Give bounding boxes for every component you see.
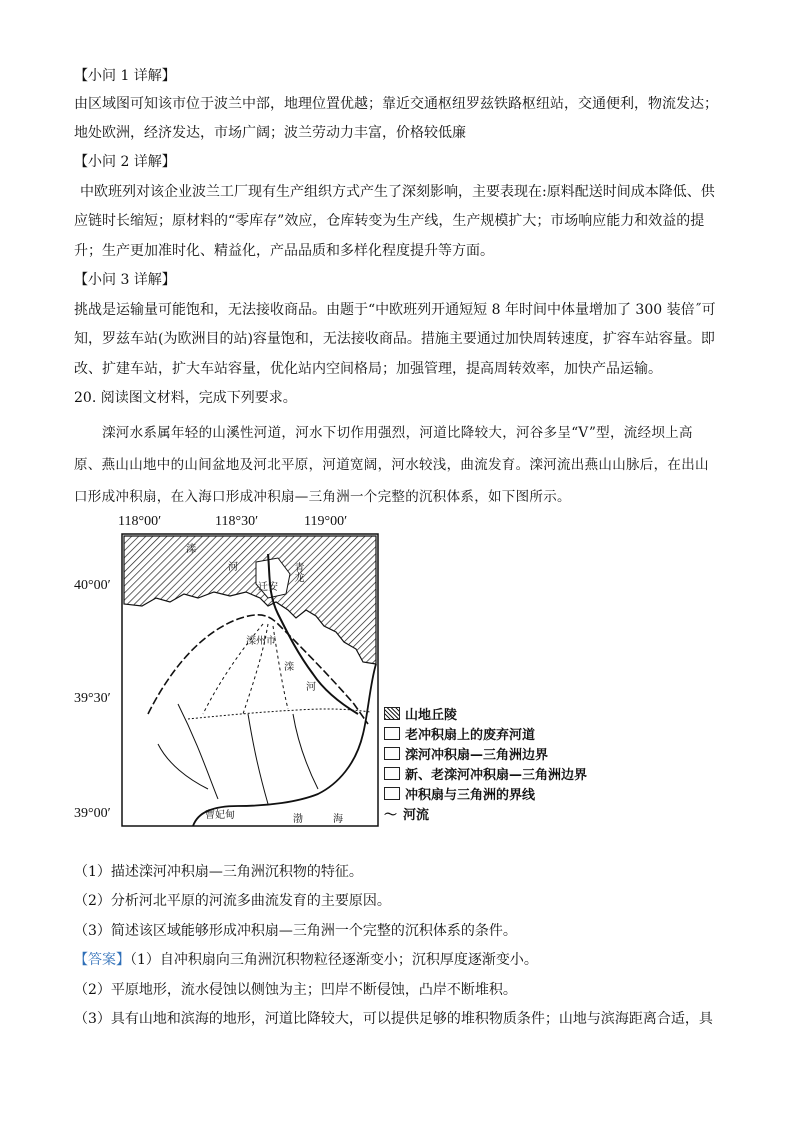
latitude-label: 39°30′ [74,691,111,706]
q2-heading: 【小问 2 详解】 [74,154,176,170]
material-paragraph-line: 口形成冲积扇，在入海口形成冲积扇—三角洲一个完整的沉积体系，如下图所示。 [74,489,571,505]
legend-old-new-boundary-icon [384,767,400,780]
legend-dashed-channel-icon [384,727,400,740]
material-paragraph-line: 滦河水系属年轻的山溪性河道，河水下切作用强烈，河道比降较大，河谷多呈“V”型，流经坝上高 [102,425,693,441]
question-20-title: 20. 阅读图文材料，完成下列要求。 [74,390,297,406]
map-label-he2: 河 [306,682,316,693]
question-2: （2）分析河北平原的河流多曲流发育的主要原因。 [74,893,391,909]
luan-river-fan-delta-map [118,514,388,832]
map-label-he: 河 [228,562,238,573]
question-3: （3）简述该区域能够形成冲积扇—三角洲一个完整的沉积体系的条件。 [74,923,517,939]
map-label-luan2: 滦 [284,662,294,673]
legend-item: 山地丘陵 [384,707,457,725]
legend-item: 老冲积扇上的废弃河道 [384,727,535,745]
q3-text-line: 改、扩建车站，扩大车站容量，优化站内空间格局；加强管理，提高周转效率，加快产品运输。 [74,361,662,377]
latitude-label: 39°00′ [74,806,111,821]
longitude-label: 118°00′ [118,514,162,529]
q2-text-line: 中欧班列对该企业波兰工厂现有生产组织方式产生了深刻影响，主要表现在:原料配送时间成本降低、供 [80,184,715,200]
answer-line-3: （3）具有山地和滨海的地形，河道比降较大，可以提供足够的堆积物质条件；山地与滨海距离合适，具 [74,1011,713,1027]
answer-line-1: 【答案】（1）自冲积扇向三角洲沉积物粒径逐渐变小；沉积厚度逐渐变小。 [74,952,538,968]
question-1: （1）描述滦河冲积扇—三角洲沉积物的特征。 [74,864,363,880]
legend-item: 滦河冲积扇—三角洲边界 [384,747,548,765]
q3-text-line: 知，罗兹车站(为欧洲目的站)容量饱和，无法接收商品。措施主要通过加快周转速度，扩容车站容量。即 [74,331,715,347]
legend-hatch-icon [384,707,400,720]
legend-item: 新、老滦河冲积扇—三角洲边界 [384,767,587,785]
longitude-label: 119°00′ [304,514,348,529]
map-label-luanzhou: 滦州市 [246,636,276,647]
legend-item: 〜 河流 [384,808,430,823]
q2-text-line: 升；生产更加准时化、精益化，产品品质和多样化程度提升等方面。 [74,243,494,259]
map-label-qinglong: 青龙 [292,562,303,582]
q1-heading: 【小问 1 详解】 [74,68,176,84]
material-paragraph-line: 原、燕山山地中的山间盆地及河北平原，河道宽阔，河水较浅，曲流发育。滦河流出燕山山脉后，在出山 [74,457,709,473]
legend-fan-delta-line-icon [384,787,400,800]
map-label-hai: 海 [333,814,343,825]
map-label-caofeidian: 曹妃甸 [205,810,235,821]
longitude-label: 118°30′ [215,514,259,529]
map-label-luan: 滦 [186,544,196,555]
q3-text-line: 挑战是运输量可能饱和，无法接收商品。由题于“中欧班列开通短短 8 年时间中体量增加了 300 装倍˝可 [74,302,716,318]
q2-text-line: 应链时长缩短；原材料的“零库存”效应，仓库转变为生产线，生产规模扩大；市场响应能力和效益的提 [74,213,705,229]
q1-text-line: 地处欧洲，经济发达，市场广阔；波兰劳动力丰富，价格较低廉 [74,125,466,141]
legend-river-icon: 〜 [384,808,398,823]
q1-text-line: 由区域图可知该市位于波兰中部，地理位置优越；靠近交通枢纽罗兹铁路枢纽站，交通便利，物流发达； [74,96,718,112]
map-label-qianan: 迁安 [258,582,278,593]
answer-tag: 【答案】 [74,952,130,968]
latitude-label: 40°00′ [74,578,111,593]
legend-item: 冲积扇与三角洲的界线 [384,787,535,805]
map-label-bo: 渤 [293,814,303,825]
legend-boundary-icon [384,747,400,760]
answer-line-2: （2）平原地形，流水侵蚀以侧蚀为主；凹岸不断侵蚀，凸岸不断堆积。 [74,982,517,998]
q3-heading: 【小问 3 详解】 [74,272,176,288]
